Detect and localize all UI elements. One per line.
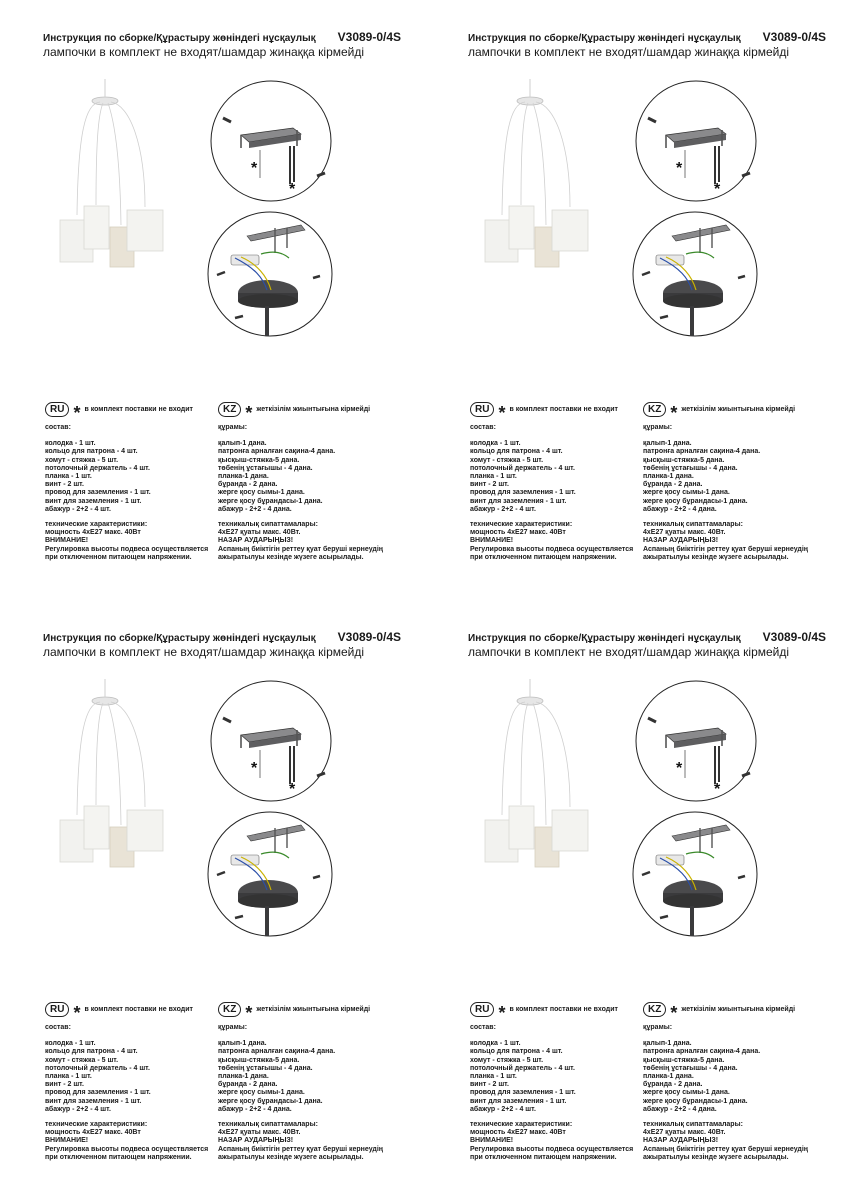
- list-item: абажур - 2+2 - 4 дана.: [218, 1105, 292, 1113]
- list-item: жерге қосу бұрандасы-1 дана.: [643, 1097, 748, 1105]
- kz-parts-list: [218, 440, 418, 514]
- bracket-mounting-detail: [636, 81, 756, 201]
- list-item: бұранда - 2 дана.: [218, 481, 278, 489]
- ru-power-spec: мощность 4xE27 макс. 40Вт: [45, 529, 141, 537]
- svg-text:*: *: [251, 760, 258, 777]
- kz-contents-heading: құрамы:: [643, 1024, 673, 1031]
- list-item: потолочный держатель - 4 шт.: [45, 1064, 150, 1072]
- kz-not-included-note: жеткізілім жиынтығына кірмейді: [256, 406, 371, 413]
- ru-warning-text: Регулировка высоты подвеса осуществляется: [45, 545, 209, 553]
- sheet-header: [43, 630, 413, 659]
- list-item: абажур - 2+2 - 4 шт.: [45, 1105, 111, 1113]
- list-item: кольцо для патрона - 4 шт.: [45, 1048, 138, 1056]
- list-item: жерге қосу бұрандасы-1 дана.: [218, 1097, 323, 1105]
- list-item: потолочный держатель - 4 шт.: [45, 464, 150, 472]
- kz-parts-list: [218, 1040, 418, 1114]
- list-item: планка - 1 шт.: [45, 1073, 92, 1081]
- sheet-title: Инструкция по сборке/Құрастыру жөніндегі нұсқаулық: [468, 33, 741, 44]
- ru-badge: RU: [470, 1002, 494, 1017]
- list-item: винт для заземления - 1 шт.: [45, 1097, 142, 1105]
- list-item: планка-1 дана.: [218, 473, 269, 481]
- kz-not-included-note: жеткізілім жиынтығына кірмейді: [256, 1006, 371, 1013]
- list-item: бұранда - 2 дана.: [643, 481, 703, 489]
- list-item: бұранда - 2 дана.: [218, 1081, 278, 1089]
- kz-legend: [218, 402, 371, 423]
- ru-parts-list: [470, 1040, 640, 1114]
- ru-warning-title: ВНИМАНИЕ!: [45, 1137, 89, 1145]
- list-item: хомут - стяжка - 5 шт.: [470, 1056, 544, 1064]
- kz-contents-heading: құрамы:: [218, 1024, 248, 1031]
- model-number: V3089-0/4S: [762, 630, 827, 644]
- ru-legend: [470, 1002, 618, 1023]
- asterisk-icon: *: [670, 1002, 678, 1023]
- list-item: жерге қосу сымы-1 дана.: [218, 1089, 305, 1097]
- kz-warning-title: НАЗАР АУДАРЫҢЫЗ!: [643, 537, 719, 545]
- svg-text:*: *: [676, 160, 683, 177]
- sheet-title: Инструкция по сборке/Құрастыру жөніндегі нұсқаулық: [43, 633, 316, 644]
- list-item: кольцо для патрона - 4 шт.: [470, 448, 563, 456]
- pendant-lamp-illustration: [50, 675, 180, 885]
- ru-warning-title: ВНИМАНИЕ!: [470, 537, 514, 545]
- instruction-sheet-4: [425, 600, 849, 1200]
- kz-warning-text: ажыратылуы кезінде жүзеге асырылады.: [643, 553, 789, 561]
- ru-warning-text: при отключенном питающем напряжении.: [45, 553, 192, 561]
- ru-contents-heading: состав:: [470, 1024, 496, 1031]
- ru-power-spec: мощность 4xE27 макс. 40Вт: [45, 1129, 141, 1137]
- ru-power-spec: мощность 4xE27 макс. 40Вт: [470, 529, 566, 537]
- list-item: жерге қосу сымы-1 дана.: [643, 489, 730, 497]
- list-item: абажур - 2+2 - 4 дана.: [643, 505, 717, 513]
- list-item: қысқыш-стяжка-5 дана.: [218, 456, 300, 464]
- list-item: жерге қосу бұрандасы-1 дана.: [218, 497, 323, 505]
- list-item: қысқыш-стяжка-5 дана.: [643, 1056, 725, 1064]
- svg-text:*: *: [289, 781, 296, 798]
- kz-warning-title: НАЗАР АУДАРЫҢЫЗ!: [218, 537, 294, 545]
- ru-contents: [45, 424, 215, 562]
- list-item: патронға арналған сақина-4 дана.: [218, 1048, 336, 1056]
- list-item: абажур - 2+2 - 4 шт.: [45, 505, 111, 513]
- ru-specs-heading: технические характеристики:: [45, 521, 148, 529]
- sheet-title: Инструкция по сборке/Құрастыру жөніндегі нұсқаулық: [468, 633, 741, 644]
- list-item: патронға арналған сақина-4 дана.: [218, 448, 336, 456]
- list-item: қалып-1 дана.: [643, 1040, 692, 1048]
- svg-text:*: *: [289, 181, 296, 198]
- list-item: провод для заземления - 1 шт.: [45, 489, 151, 497]
- asterisk-icon: *: [73, 1002, 81, 1023]
- kz-specs: [218, 521, 418, 562]
- ru-legend: [470, 402, 618, 423]
- ru-power-spec: мощность 4xE27 макс. 40Вт: [470, 1129, 566, 1137]
- svg-text:*: *: [714, 781, 721, 798]
- list-item: планка-1 дана.: [643, 473, 694, 481]
- kz-contents: [643, 424, 843, 562]
- list-item: кольцо для патрона - 4 шт.: [45, 448, 138, 456]
- ru-badge: RU: [470, 402, 494, 417]
- list-item: абажур - 2+2 - 4 шт.: [470, 505, 536, 513]
- mounting-diagram: [205, 78, 340, 343]
- list-item: планка-1 дана.: [643, 1073, 694, 1081]
- model-number: V3089-0/4S: [762, 30, 827, 44]
- list-item: қалып-1 дана.: [218, 1040, 267, 1048]
- ru-badge: RU: [45, 1002, 69, 1017]
- ru-specs: [470, 521, 640, 562]
- kz-power-spec: 4xE27 қуаты макс. 40Вт.: [218, 529, 301, 537]
- kz-specs-heading: техникалық сипаттамалары:: [643, 1121, 743, 1129]
- bracket-mounting-detail: [636, 681, 756, 801]
- list-item: провод для заземления - 1 шт.: [470, 489, 576, 497]
- kz-not-included-note: жеткізілім жиынтығына кірмейді: [681, 1006, 796, 1013]
- kz-specs: [643, 521, 843, 562]
- kz-specs: [218, 1121, 418, 1162]
- list-item: планка - 1 шт.: [470, 473, 517, 481]
- kz-legend: [643, 1002, 796, 1023]
- list-item: колодка - 1 шт.: [45, 440, 96, 448]
- ru-contents: [470, 424, 640, 562]
- sheet-subtitle: лампочки в комплект не входят/шамдар жинаққа кірмейді: [43, 645, 365, 659]
- kz-badge: KZ: [643, 402, 666, 417]
- kz-specs-heading: техникалық сипаттамалары:: [218, 521, 318, 529]
- kz-contents-heading: құрамы:: [218, 424, 248, 431]
- list-item: төбенің ұстағышы - 4 дана.: [643, 464, 738, 472]
- kz-power-spec: 4xE27 қуаты макс. 40Вт.: [643, 1129, 726, 1137]
- ru-warning-title: ВНИМАНИЕ!: [45, 537, 89, 545]
- list-item: хомут - стяжка - 5 шт.: [45, 1056, 119, 1064]
- kz-contents: [643, 1024, 843, 1162]
- model-number: V3089-0/4S: [337, 630, 402, 644]
- list-item: жерге қосу бұрандасы-1 дана.: [643, 497, 748, 505]
- list-item: планка - 1 шт.: [470, 1073, 517, 1081]
- svg-text:*: *: [251, 160, 258, 177]
- list-item: қысқыш-стяжка-5 дана.: [218, 1056, 300, 1064]
- ru-legend: [45, 402, 193, 423]
- ru-contents: [470, 1024, 640, 1162]
- bracket-mounting-detail: [211, 681, 331, 801]
- list-item: винт для заземления - 1 шт.: [470, 1097, 567, 1105]
- kz-legend: [218, 1002, 371, 1023]
- ru-not-included-note: в комплект поставки не входит: [84, 1006, 193, 1013]
- kz-warning-title: НАЗАР АУДАРЫҢЫЗ!: [643, 1137, 719, 1145]
- bracket-mounting-detail: [211, 81, 331, 201]
- ru-specs-heading: технические характеристики:: [470, 521, 573, 529]
- list-item: патронға арналған сақина-4 дана.: [643, 1048, 761, 1056]
- ru-parts-list: [45, 1040, 215, 1114]
- sheet-subtitle: лампочки в комплект не входят/шамдар жинаққа кірмейді: [468, 645, 790, 659]
- kz-warning-text: Аспаның биіктігін реттеу қуат беруші кернеудің: [643, 1145, 809, 1153]
- list-item: винт - 2 шт.: [470, 481, 509, 489]
- list-item: колодка - 1 шт.: [470, 1040, 521, 1048]
- asterisk-icon: *: [498, 402, 506, 423]
- kz-specs: [643, 1121, 843, 1162]
- kz-specs-heading: техникалық сипаттамалары:: [218, 1121, 318, 1129]
- sheet-subtitle: лампочки в комплект не входят/шамдар жинаққа кірмейді: [43, 45, 365, 59]
- kz-warning-text: Аспаның биіктігін реттеу қуат беруші кернеудің: [218, 545, 384, 553]
- list-item: абажур - 2+2 - 4 дана.: [643, 1105, 717, 1113]
- list-item: винт для заземления - 1 шт.: [45, 497, 142, 505]
- ru-specs-heading: технические характеристики:: [470, 1121, 573, 1129]
- canopy-wiring-detail: [633, 212, 757, 336]
- pendant-lamp-illustration: [50, 75, 180, 285]
- kz-legend: [643, 402, 796, 423]
- kz-warning-text: Аспаның биіктігін реттеу қуат беруші кернеудің: [218, 1145, 384, 1153]
- list-item: винт - 2 шт.: [470, 1081, 509, 1089]
- ru-parts-list: [45, 440, 215, 514]
- kz-badge: KZ: [643, 1002, 666, 1017]
- instruction-sheet-1: [0, 0, 424, 600]
- list-item: бұранда - 2 дана.: [643, 1081, 703, 1089]
- list-item: потолочный держатель - 4 шт.: [470, 464, 575, 472]
- model-number: V3089-0/4S: [337, 30, 402, 44]
- ru-contents-heading: состав:: [45, 424, 71, 431]
- instruction-sheet-2: [425, 0, 849, 600]
- ru-warning-text: Регулировка высоты подвеса осуществляется: [45, 1145, 209, 1153]
- canopy-wiring-detail: [208, 812, 332, 936]
- list-item: қалып-1 дана.: [643, 440, 692, 448]
- kz-warning-text: ажыратылуы кезінде жүзеге асырылады.: [643, 1153, 789, 1161]
- ru-contents-heading: состав:: [470, 424, 496, 431]
- list-item: қысқыш-стяжка-5 дана.: [643, 456, 725, 464]
- ru-specs: [470, 1121, 640, 1162]
- kz-not-included-note: жеткізілім жиынтығына кірмейді: [681, 406, 796, 413]
- mounting-diagram: [630, 78, 765, 343]
- list-item: винт - 2 шт.: [45, 481, 84, 489]
- ru-warning-text: при отключенном питающем напряжении.: [470, 553, 617, 561]
- sheet-header: [468, 630, 838, 659]
- list-item: хомут - стяжка - 5 шт.: [470, 456, 544, 464]
- sheet-title: Инструкция по сборке/Құрастыру жөніндегі нұсқаулық: [43, 33, 316, 44]
- pendant-lamp-illustration: [475, 675, 605, 885]
- list-item: жерге қосу сымы-1 дана.: [643, 1089, 730, 1097]
- list-item: кольцо для патрона - 4 шт.: [470, 1048, 563, 1056]
- ru-badge: RU: [45, 402, 69, 417]
- list-item: винт - 2 шт.: [45, 1081, 84, 1089]
- list-item: провод для заземления - 1 шт.: [45, 1089, 151, 1097]
- asterisk-icon: *: [670, 402, 678, 423]
- list-item: төбенің ұстағышы - 4 дана.: [218, 464, 313, 472]
- ru-warning-title: ВНИМАНИЕ!: [470, 1137, 514, 1145]
- ru-contents: [45, 1024, 215, 1162]
- ru-warning-text: Регулировка высоты подвеса осуществляется: [470, 1145, 634, 1153]
- list-item: төбенің ұстағышы - 4 дана.: [218, 1064, 313, 1072]
- kz-power-spec: 4xE27 қуаты макс. 40Вт.: [643, 529, 726, 537]
- asterisk-icon: *: [498, 1002, 506, 1023]
- ru-specs-heading: технические характеристики:: [45, 1121, 148, 1129]
- mounting-diagram: [205, 678, 340, 943]
- asterisk-icon: *: [245, 1002, 253, 1023]
- ru-not-included-note: в комплект поставки не входит: [84, 406, 193, 413]
- ru-contents-heading: состав:: [45, 1024, 71, 1031]
- list-item: абажур - 2+2 - 4 дана.: [218, 505, 292, 513]
- ru-warning-text: Регулировка высоты подвеса осуществляется: [470, 545, 634, 553]
- kz-badge: KZ: [218, 1002, 241, 1017]
- kz-contents: [218, 424, 418, 562]
- kz-badge: KZ: [218, 402, 241, 417]
- mounting-diagram: [630, 678, 765, 943]
- list-item: потолочный держатель - 4 шт.: [470, 1064, 575, 1072]
- list-item: төбенің ұстағышы - 4 дана.: [643, 1064, 738, 1072]
- sheet-subtitle: лампочки в комплект не входят/шамдар жинаққа кірмейді: [468, 45, 790, 59]
- pendant-lamp-illustration: [475, 75, 605, 285]
- ru-not-included-note: в комплект поставки не входит: [509, 1006, 618, 1013]
- kz-contents-heading: құрамы:: [643, 424, 673, 431]
- kz-warning-text: ажыратылуы кезінде жүзеге асырылады.: [218, 553, 364, 561]
- canopy-wiring-detail: [633, 812, 757, 936]
- ru-legend: [45, 1002, 193, 1023]
- ru-warning-text: при отключенном питающем напряжении.: [470, 1153, 617, 1161]
- asterisk-icon: *: [245, 402, 253, 423]
- list-item: колодка - 1 шт.: [470, 440, 521, 448]
- sheet-header: [43, 30, 413, 59]
- sheet-header: [468, 30, 838, 59]
- ru-not-included-note: в комплект поставки не входит: [509, 406, 618, 413]
- list-item: колодка - 1 шт.: [45, 1040, 96, 1048]
- kz-warning-title: НАЗАР АУДАРЫҢЫЗ!: [218, 1137, 294, 1145]
- instruction-sheet-3: [0, 600, 424, 1200]
- ru-specs: [45, 521, 215, 562]
- ru-specs: [45, 1121, 215, 1162]
- kz-warning-text: ажыратылуы кезінде жүзеге асырылады.: [218, 1153, 364, 1161]
- list-item: қалып-1 дана.: [218, 440, 267, 448]
- list-item: абажур - 2+2 - 4 шт.: [470, 1105, 536, 1113]
- list-item: провод для заземления - 1 шт.: [470, 1089, 576, 1097]
- svg-text:*: *: [676, 760, 683, 777]
- svg-text:*: *: [714, 181, 721, 198]
- kz-warning-text: Аспаның биіктігін реттеу қуат беруші кернеудің: [643, 545, 809, 553]
- list-item: планка - 1 шт.: [45, 473, 92, 481]
- canopy-wiring-detail: [208, 212, 332, 336]
- ru-warning-text: при отключенном питающем напряжении.: [45, 1153, 192, 1161]
- kz-parts-list: [643, 440, 843, 514]
- list-item: патронға арналған сақина-4 дана.: [643, 448, 761, 456]
- list-item: жерге қосу сымы-1 дана.: [218, 489, 305, 497]
- list-item: планка-1 дана.: [218, 1073, 269, 1081]
- kz-contents: [218, 1024, 418, 1162]
- kz-power-spec: 4xE27 қуаты макс. 40Вт.: [218, 1129, 301, 1137]
- list-item: винт для заземления - 1 шт.: [470, 497, 567, 505]
- asterisk-icon: *: [73, 402, 81, 423]
- kz-specs-heading: техникалық сипаттамалары:: [643, 521, 743, 529]
- list-item: хомут - стяжка - 5 шт.: [45, 456, 119, 464]
- ru-parts-list: [470, 440, 640, 514]
- kz-parts-list: [643, 1040, 843, 1114]
